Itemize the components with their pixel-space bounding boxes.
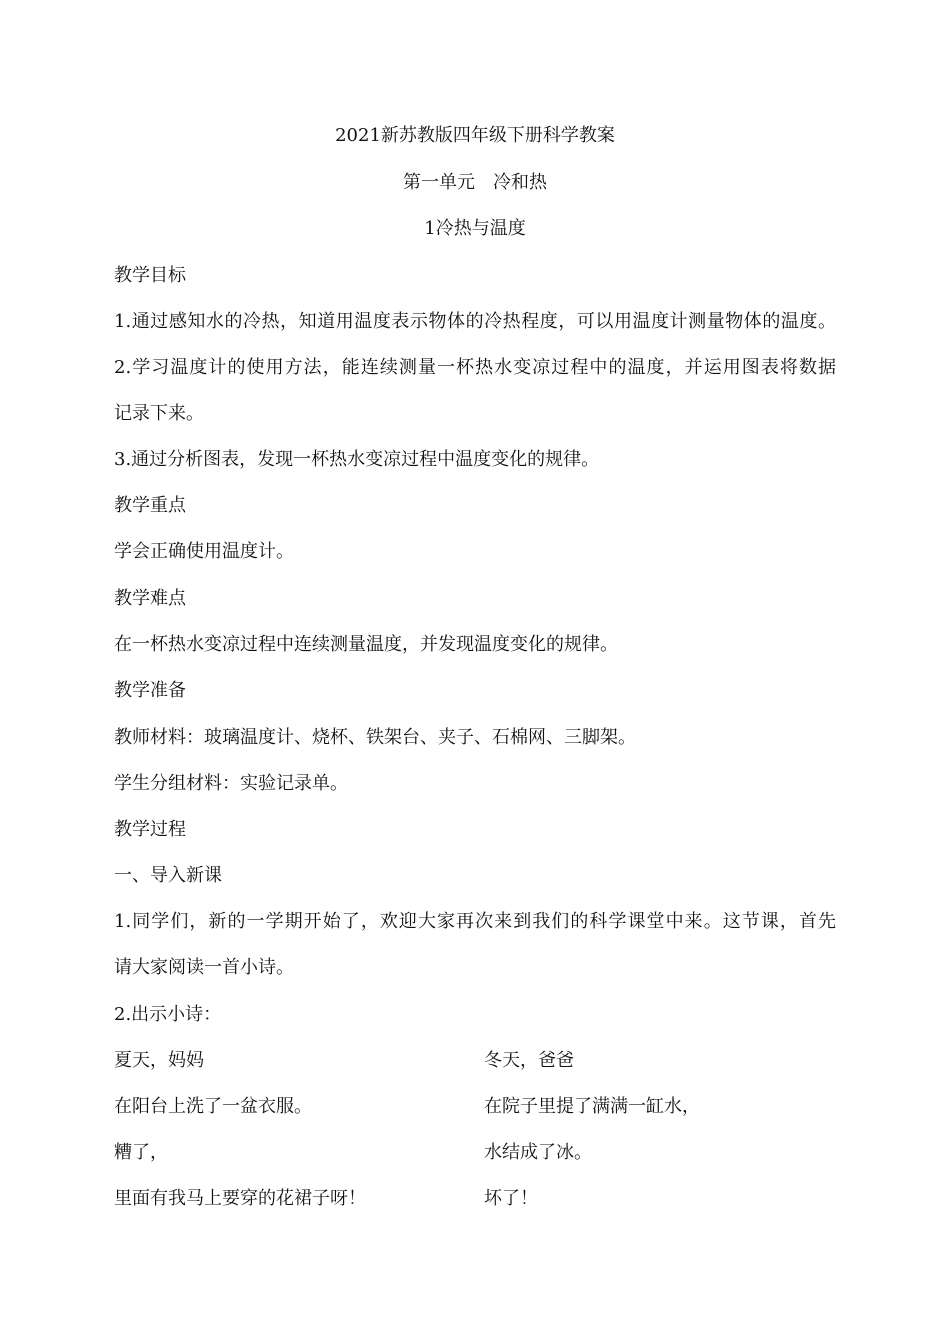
poem-right-line: 冬天，爸爸: [484, 1050, 574, 1071]
key-heading: 教学重点: [114, 495, 186, 516]
difficulty-heading: 教学难点: [114, 588, 186, 609]
section-heading-1: 一、导入新课: [114, 865, 222, 886]
lesson-title: 1冷热与温度: [424, 218, 526, 239]
objective-2-continued: 记录下来。: [114, 403, 204, 424]
student-materials: 学生分组材料：实验记录单。: [114, 773, 348, 794]
objectives-heading: 教学目标: [114, 265, 186, 286]
poem-right-line: 水结成了冰。: [484, 1142, 592, 1163]
document-title: 2021新苏教版四年级下册科学教案: [335, 125, 615, 146]
process-heading: 教学过程: [114, 819, 186, 840]
poem-intro: 2.出示小诗：: [114, 1004, 222, 1025]
objective-3: 3.通过分析图表，发现一杯热水变凉过程中温度变化的规律。: [114, 449, 600, 470]
difficulty-text: 在一杯热水变凉过程中连续测量温度，并发现温度变化的规律。: [114, 634, 618, 655]
intro-paragraph-line-2: 请大家阅读一首小诗。: [114, 957, 294, 978]
objective-1: 1.通过感知水的冷热，知道用温度表示物体的冷热程度，可以用温度计测量物体的温度。: [114, 311, 836, 332]
teacher-materials: 教师材料：玻璃温度计、烧杯、铁架台、夹子、石棉网、三脚架。: [114, 727, 636, 748]
poem-right-line: 坏了！: [484, 1188, 538, 1209]
poem-left-line: 里面有我马上要穿的花裙子呀！: [114, 1188, 366, 1209]
poem-left-line: 糟了，: [114, 1142, 168, 1163]
intro-paragraph-line-1: 1.同学们，新的一学期开始了，欢迎大家再次来到我们的科学课堂中来。这节课，首先: [114, 911, 836, 932]
unit-title: 第一单元 冷和热: [403, 172, 547, 193]
prep-heading: 教学准备: [114, 680, 186, 701]
poem-left-line: 夏天，妈妈: [114, 1050, 204, 1071]
poem-left-line: 在阳台上洗了一盆衣服。: [114, 1096, 312, 1117]
key-text: 学会正确使用温度计。: [114, 541, 294, 562]
poem-right-line: 在院子里提了满满一缸水，: [484, 1096, 700, 1117]
objective-2: 2.学习温度计的使用方法，能连续测量一杯热水变凉过程中的温度，并运用图表将数据: [114, 357, 836, 378]
